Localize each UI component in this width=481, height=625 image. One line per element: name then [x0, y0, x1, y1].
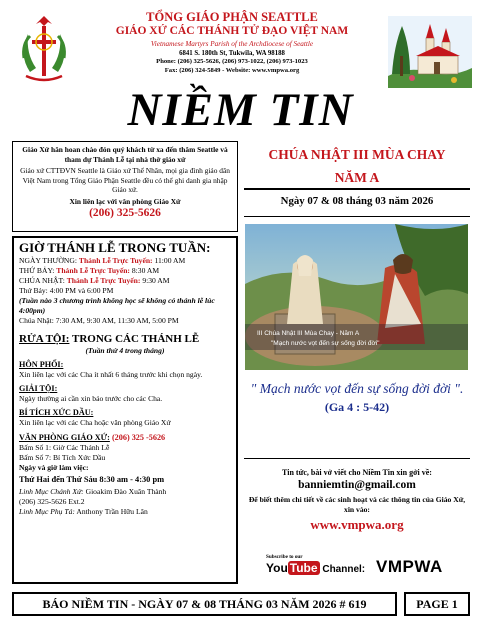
welcome-contact: Xin liên lạc với văn phòng Giáo Xứ — [69, 196, 181, 206]
parish-address: 6841 S. 180th St, Tukwila, WA 98188 — [179, 50, 285, 57]
confession-text: Ngày thường ai cần xin báo trước cho các Cha. — [19, 394, 163, 403]
baptism-label: RỬA TỘI: — [19, 333, 70, 345]
divider-verse — [244, 458, 470, 459]
liturgical-year: NĂM A — [334, 170, 380, 185]
saturday-online: Thánh Lễ Trực Tuyến: — [56, 266, 132, 275]
hours-label: Ngày và giờ làm việc: — [19, 463, 89, 472]
sunday-heading — [244, 141, 470, 187]
sunday-label: CHÚA NHẬT: — [19, 276, 67, 285]
youtube-logo-you: You — [266, 561, 288, 575]
photo-caption-1: III Chúa Nhật III Mùa Chay - Năm A — [257, 330, 360, 337]
youtube-channel-label: Channel: — [319, 564, 366, 575]
parish-logo — [16, 14, 72, 84]
page-number: PAGE 1 — [404, 592, 470, 616]
weekday-line — [19, 256, 231, 266]
weekday-time: 11:00 AM — [154, 256, 186, 265]
schedule-title: GIỜ THÁNH LỄ TRONG TUẦN: — [19, 240, 211, 255]
parish-name-english: Vietnamese Martyrs Parish of the Archdiocese of Seattle — [150, 40, 314, 48]
gospel-image — [245, 224, 468, 370]
parish-fax-website: Fax: (206) 324-5849 - Website: www.vmpwa.org — [164, 66, 300, 74]
baptism-note: (Tuần thứ 4 trong tháng) — [85, 346, 165, 355]
verse-text: " Mạch nước vọt đến sự sống đời đời ". — [250, 381, 464, 396]
contact-more: Để biết thêm chi tiết về các sinh hoạt và các thông tin của Giáo Xứ, xin vào: — [248, 495, 466, 514]
welcome-body: Giáo xứ CTTĐVN Seattle là Giáo xứ Thể Nhân, mọi gia đình giáo dân Việt Nam trong Tổng Giáo Phận Seattle đều có thể ghi danh gia nhập Giáo xứ. — [20, 166, 230, 194]
anointing-label: BÍ TÍCH XỨC DẦU: — [19, 408, 94, 417]
office-label: VĂN PHÒNG GIÁO XỨ: — [19, 433, 110, 442]
youtube-logo — [266, 561, 365, 575]
pastor-label: Linh Mục Chánh Xứ: — [19, 487, 84, 496]
welcome-phone: (206) 325-5626 — [89, 207, 161, 219]
masthead-title: NIỀM TIN — [127, 84, 354, 136]
office-line — [19, 433, 231, 443]
church-picture — [388, 16, 472, 88]
youtube-handle: VMPWA — [376, 557, 443, 576]
baptism-title: TRONG CÁC THÁNH LỄ — [69, 333, 200, 345]
marriage-text: Xin liên lạc với các Cha ít nhất 6 tháng trước khi chọn ngày. — [19, 370, 203, 379]
divider-top — [244, 188, 470, 190]
office-phone: (206) 325 -5626 — [109, 433, 166, 442]
press-7: Bấm Số 7: Bí Tích Xức Dầu — [19, 453, 106, 462]
header-text — [82, 10, 382, 75]
associate-line — [19, 507, 231, 517]
baptism-line — [19, 333, 231, 346]
diocese-name: TỔNG GIÁO PHẬN SEATTLE — [146, 10, 318, 24]
pastor-phone: (206) 325-5626 Ext.2 — [19, 497, 85, 506]
welcome-box — [12, 141, 238, 232]
confession-label: GIẢI TỘI: — [19, 384, 58, 393]
parish-name: GIÁO XỨ CÁC THÁNH TỬ ĐẠO VIỆT NAM — [115, 25, 349, 37]
mass-schedule-box — [12, 236, 238, 584]
pastor-line — [19, 487, 231, 497]
office-hours: Thứ Hai đến Thứ Sáu 8:30 am - 4:30 pm — [19, 475, 165, 484]
marriage-label: HÔN PHỐI: — [19, 360, 64, 369]
saturday-mass: Thứ Bảy: 4:00 PM và 6:00 PM — [19, 286, 114, 295]
associate-name: Anthony Trần Hữu Lân — [74, 507, 148, 516]
parish-phone: Phone: (206) 325-5626, (206) 973-1022, (206) 973-1023 — [156, 58, 308, 65]
sunday-time: 9:30 AM — [142, 276, 170, 285]
sunday-title: CHÚA NHẬT III MÙA CHAY — [268, 147, 446, 162]
divider-date — [244, 216, 470, 217]
welcome-lead: Giáo Xứ hân hoan chào đón quý khách từ xa đến thăm Seattle và tham dự Thánh Lễ tại nhà thờ giáo xứ — [22, 145, 228, 164]
sunday-line — [19, 276, 231, 286]
issue-footer: BÁO NIỀM TIN - NGÀY 07 & 08 THÁNG 03 NĂM 2026 # 619 — [12, 592, 397, 616]
youtube-logo-tube: Tube — [289, 561, 318, 575]
anointing-text: Xin liên lạc với các Cha hoặc văn phòng Giáo Xứ — [19, 418, 171, 427]
contact-email[interactable]: banniemtin@gmail.com — [298, 479, 416, 491]
weekday-online: Thánh Lễ Trực Tuyến: — [78, 256, 155, 265]
contact-block — [244, 468, 470, 533]
contact-intro: Tin tức, bài vở viết cho Niềm Tin xin gởi về: — [282, 468, 432, 477]
youtube-channel[interactable] — [266, 554, 462, 580]
saturday-line — [19, 266, 231, 276]
sunday-online: Thánh Lễ Trực Tuyến: — [66, 276, 143, 285]
verse-reference: (Ga 4 : 5-42) — [324, 400, 390, 414]
issue-date: Ngày 07 & 08 tháng 03 năm 2026 — [280, 195, 434, 207]
contact-website[interactable]: www.vmpwa.org — [310, 517, 404, 532]
weekday-label: NGÀY THƯỜNG: — [19, 256, 79, 265]
associate-label: Linh Mục Phụ Tá: — [19, 507, 75, 516]
pastor-name: Gioakim Đào Xuân Thành — [83, 487, 167, 496]
sunday-mass: Chúa Nhật: 7:30 AM, 9:30 AM, 11:30 AM, 5:00 PM — [19, 316, 179, 325]
youth-note: (Tuần nào 3 chương trình không học sẽ không có thánh lễ lúc 4:00pm) — [19, 296, 215, 315]
saturday-time: 8:30 AM — [131, 266, 160, 275]
saturday-label: THỨ BẢY: — [19, 266, 57, 275]
press-1: Bấm Số 1: Giờ Các Thánh Lễ — [19, 443, 110, 452]
youtube-subscribe: Subscribe to our — [266, 554, 303, 560]
photo-caption-2: "Mạch nước vọt đến sự sống đời đời" — [271, 340, 380, 347]
gospel-verse — [244, 380, 470, 415]
